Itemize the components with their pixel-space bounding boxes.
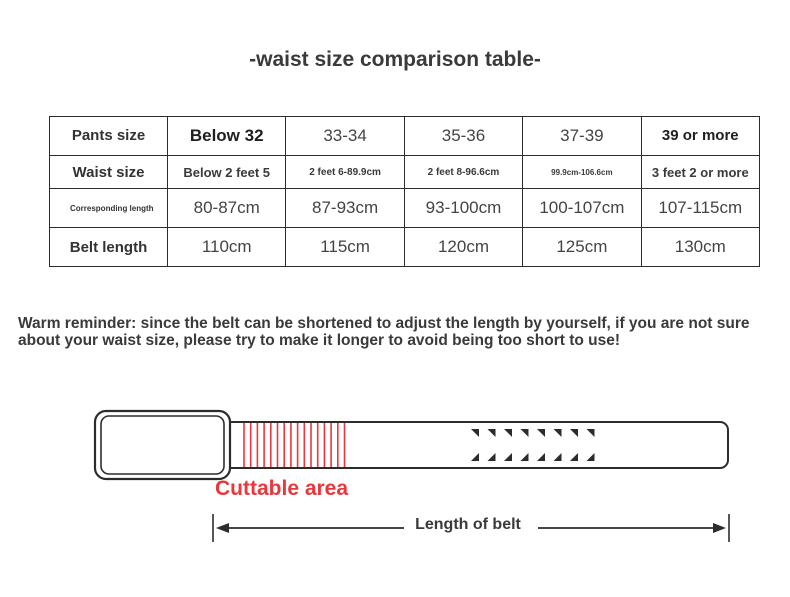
table-cell: 39 or more <box>641 117 759 156</box>
table-cell: 107-115cm <box>641 189 759 228</box>
cuttable-area-label: Cuttable area <box>215 477 349 500</box>
table-row <box>50 228 760 267</box>
table-cell: 100-107cm <box>523 189 641 228</box>
table-cell: 87-93cm <box>286 189 404 228</box>
row-header-waist-size: Waist size <box>50 155 168 188</box>
belt-strap <box>200 422 728 468</box>
arrow-right-icon <box>713 523 726 533</box>
length-of-belt-label: Length of belt <box>415 516 521 533</box>
table-cell: 2 feet 6-89.9cm <box>286 155 404 188</box>
table-row <box>50 155 760 188</box>
table-cell: 2 feet 8-96.6cm <box>404 155 522 188</box>
row-header-corresponding-length: Corresponding length <box>50 189 168 228</box>
table-cell: 37-39 <box>523 117 641 156</box>
belt-buckle-inner <box>101 416 224 474</box>
table-cell: 35-36 <box>404 117 522 156</box>
size-comparison-table <box>49 116 760 267</box>
table-cell: 33-34 <box>286 117 404 156</box>
table-cell: 80-87cm <box>168 189 286 228</box>
row-header-pants-size: Pants size <box>50 117 168 156</box>
table-row <box>50 189 760 228</box>
table-cell: 115cm <box>286 228 404 267</box>
table-cell: 3 feet 2 or more <box>641 155 759 188</box>
table-cell: 93-100cm <box>404 189 522 228</box>
table-cell: 125cm <box>523 228 641 267</box>
table-cell: 110cm <box>168 228 286 267</box>
table-cell: 99.9cm-106.6cm <box>523 155 641 188</box>
table-cell: 120cm <box>404 228 522 267</box>
row-header-belt-length: Belt length <box>50 228 168 267</box>
warm-reminder-text: Warm reminder: since the belt can be shortened to adjust the length by yourself, if you are not sure about your waist size, please try to make it longer to avoid being too short to use! <box>18 315 750 349</box>
table-cell: Below 32 <box>168 117 286 156</box>
page-title: -waist size comparison table- <box>249 48 541 71</box>
table-row <box>50 117 760 156</box>
table-cell: 130cm <box>641 228 759 267</box>
table-cell: Below 2 feet 5 <box>168 155 286 188</box>
arrow-left-icon <box>216 523 229 533</box>
belt-diagram <box>0 400 790 550</box>
